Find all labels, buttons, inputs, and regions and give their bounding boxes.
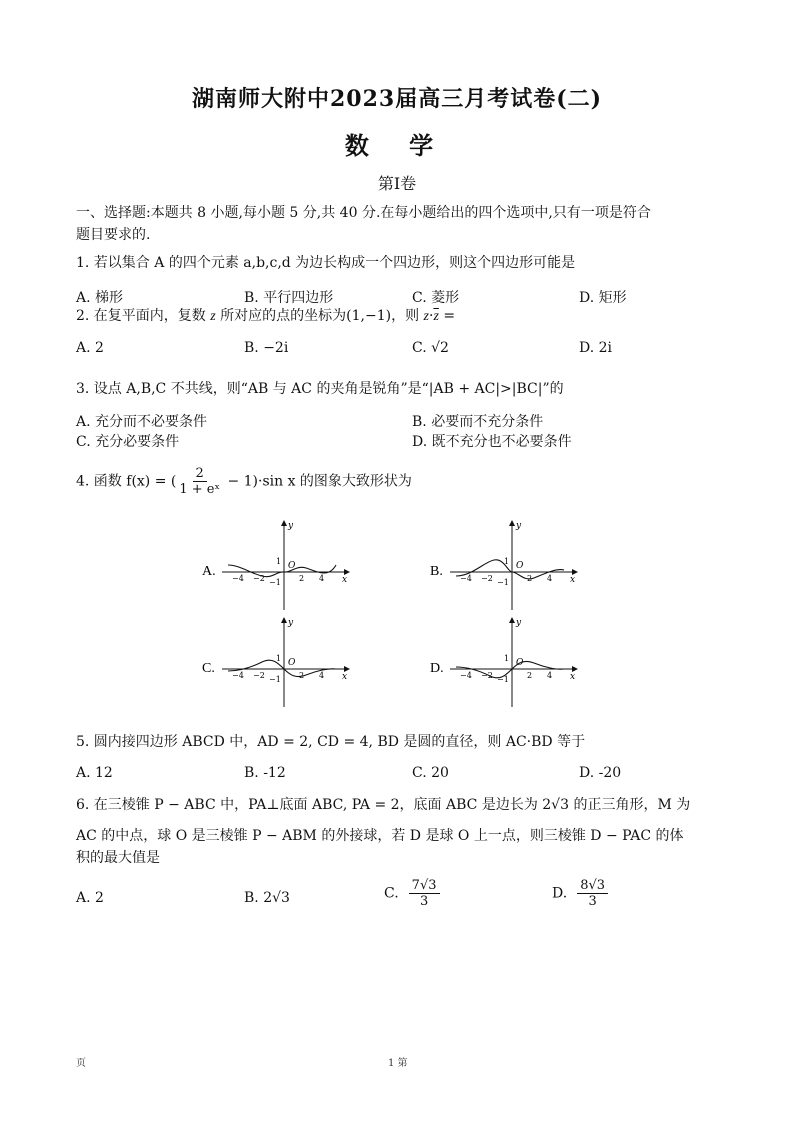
svg-text:−4: −4 <box>232 671 244 680</box>
q2-option-a: A. 2 <box>76 340 104 356</box>
question-6-line3: 积的最大值是 <box>76 850 160 866</box>
svg-text:−1: −1 <box>497 675 509 684</box>
q5-option-a: A. 12 <box>76 765 113 781</box>
page-number: 1 第 <box>388 1058 408 1069</box>
q6-option-b: B. 2√3 <box>244 890 290 906</box>
svg-text:−2: −2 <box>253 671 265 680</box>
svg-text:y: y <box>516 521 522 531</box>
q6-option-a: A. 2 <box>76 890 104 906</box>
q1-option-c: C. 菱形 <box>412 290 460 306</box>
svg-text:2: 2 <box>527 671 533 680</box>
question-2-stem: 2. 在复平面内，复数 z 所对应的点的坐标为(1,−1)，则 $z\cdot\overline{z}$ = <box>76 308 456 324</box>
question-5-stem: 5. 圆内接四边形 ABCD 中，AD = 2, CD = 4, BD 是圆的直径，则 AC·BD 等于 <box>76 734 586 750</box>
svg-text:−2: −2 <box>481 574 493 583</box>
question-6-line2: AC 的中点，球 O 是三棱锥 P − ABM 的外接球，若 D 是球 O 上一点，则三棱锥 D − PAC 的体 <box>76 828 684 844</box>
exam-title: 湖南师大附中2023届高三月考试卷(二) <box>191 86 603 112</box>
question-6-line1: 6. 在三棱锥 P − ABC 中，PA⊥底面 ABC, PA = 2，底面 ABC 是边长为 2√3 的正三角形，M 为 <box>76 797 691 813</box>
svg-text:−1: −1 <box>497 578 509 587</box>
svg-text:2: 2 <box>299 671 305 680</box>
svg-text:−4: −4 <box>460 574 472 583</box>
svg-text:−1: −1 <box>269 578 281 587</box>
svg-text:−2: −2 <box>481 671 493 680</box>
svg-text:−1: −1 <box>269 675 281 684</box>
q5-option-d: D. -20 <box>579 765 622 781</box>
svg-text:1: 1 <box>276 654 282 663</box>
footer-left: 页 <box>76 1058 86 1069</box>
q1-option-b: B. 平行四边形 <box>244 290 334 306</box>
svg-text:4: 4 <box>547 671 553 680</box>
svg-text:x: x <box>570 672 576 682</box>
svg-text:x: x <box>570 575 576 585</box>
q4-graph-d <box>428 615 578 710</box>
svg-text:4: 4 <box>319 574 325 583</box>
svg-text:x: x <box>342 672 348 682</box>
graph-option-label: D. <box>430 661 444 676</box>
svg-text:x: x <box>342 575 348 585</box>
svg-text:1: 1 <box>276 557 282 566</box>
svg-text:y: y <box>516 618 522 628</box>
svg-text:1: 1 <box>504 654 510 663</box>
question-3-stem: 3. 设点 A,B,C 不共线，则“AB 与 AC 的夹角是锐角”是“|AB + AC|>|BC|”的 <box>76 381 564 397</box>
question-4-stem: 4. 函数 f(x) = ( $\frac{2}{\text{1 + eˣ}}$ − 1)·sin x 的图象大致形状为 <box>76 466 412 497</box>
q6-option-c: C. $\frac{7√3}{3}$ <box>384 878 443 909</box>
q2-option-b: B. −2i <box>244 340 289 356</box>
graph-option-label: C. <box>202 661 215 676</box>
q6-option-d: D. $\frac{8√3}{3}$ <box>552 878 611 909</box>
section-instructions-line2: 题目要求的. <box>76 227 151 243</box>
svg-text:O: O <box>288 658 296 668</box>
q4-graph-a <box>200 518 350 613</box>
svg-text:O: O <box>288 561 296 571</box>
svg-text:−2: −2 <box>253 574 265 583</box>
svg-text:−4: −4 <box>232 574 244 583</box>
q3-option-c: C. 充分必要条件 <box>76 434 180 450</box>
svg-text:1: 1 <box>504 557 510 566</box>
graph-option-label: A. <box>202 564 216 579</box>
q2-option-c: C. √2 <box>412 340 449 356</box>
svg-text:4: 4 <box>319 671 325 680</box>
q4-fraction: $\frac{2}{\text{1 + eˣ}}$ <box>179 466 220 497</box>
graph-option-label: B. <box>430 564 443 579</box>
svg-text:O: O <box>516 658 524 668</box>
svg-text:−4: −4 <box>460 671 472 680</box>
q1-option-a: A. 梯形 <box>76 290 124 306</box>
y-axis-arrow <box>281 520 287 526</box>
q5-option-c: C. 20 <box>412 765 449 781</box>
subject-title: 数 学 <box>344 131 450 160</box>
q3-option-d: D. 既不充分也不必要条件 <box>412 434 572 450</box>
svg-text:2: 2 <box>527 574 533 583</box>
svg-text:y: y <box>288 521 294 531</box>
q3-option-a: A. 充分而不必要条件 <box>76 414 208 430</box>
section-instructions-line1: 一、选择题:本题共 8 小题,每小题 5 分,共 40 分.在每小题给出的四个选项中,只有一项是符合 <box>76 205 651 221</box>
svg-text:O: O <box>516 561 524 571</box>
question-1-stem: 1. 若以集合 A 的四个元素 a,b,c,d 为边长构成一个四边形，则这个四边形可能是 <box>76 255 576 271</box>
svg-text:y: y <box>288 618 294 628</box>
q4-graph-b <box>428 518 578 613</box>
q5-option-b: B. -12 <box>244 765 286 781</box>
q4-graph-c <box>200 615 350 710</box>
volume-label: 第Ⅰ卷 <box>377 174 417 193</box>
svg-text:2: 2 <box>299 574 305 583</box>
q3-option-b: B. 必要而不充分条件 <box>412 414 544 430</box>
q2-option-d: D. 2i <box>579 340 613 356</box>
svg-text:4: 4 <box>547 574 553 583</box>
q1-option-d: D. 矩形 <box>579 290 627 306</box>
